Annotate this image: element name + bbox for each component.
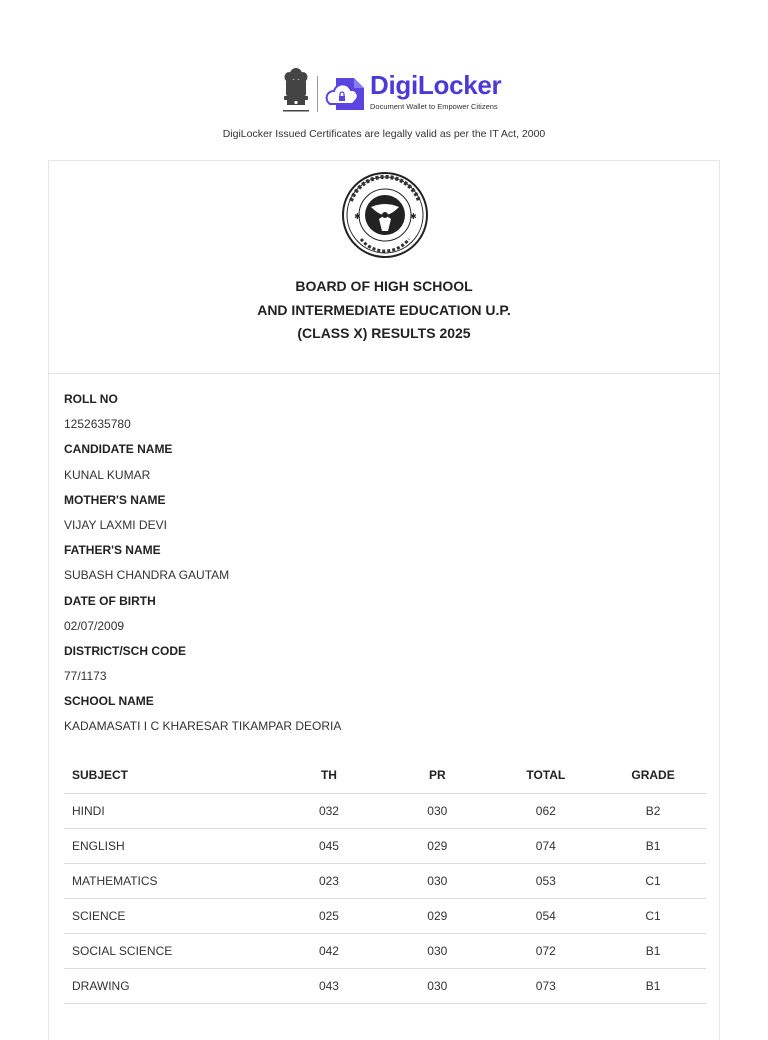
th-cell: 025 — [275, 899, 383, 934]
total-cell: 074 — [491, 829, 600, 864]
dob-value: 02/07/2009 — [64, 618, 125, 633]
father-name-value: SUBASH CHANDRA GAUTAM — [64, 568, 230, 583]
table-row — [64, 934, 706, 969]
brand-name: DigiLocker — [370, 70, 502, 100]
board-title — [49, 275, 719, 346]
dob-label: DATE OF BIRTH — [64, 593, 156, 608]
table-row — [64, 899, 706, 934]
table-row — [64, 829, 706, 864]
board-title-line-1: BOARD OF HIGH SCHOOL — [295, 278, 473, 294]
subject-cell: DRAWING — [64, 969, 275, 1004]
board-seal-icon — [341, 171, 429, 259]
total-cell: 073 — [491, 969, 600, 1004]
school-name-label: SCHOOL NAME — [64, 694, 154, 709]
header-pr: PR — [383, 757, 491, 794]
national-emblem-icon — [280, 66, 312, 116]
pr-cell: 030 — [383, 864, 491, 899]
digilocker-header — [0, 60, 768, 120]
grade-cell: B1 — [600, 969, 706, 1004]
header-subject: SUBJECT — [64, 757, 275, 794]
logo-divider — [317, 76, 318, 112]
student-details — [64, 391, 704, 744]
pr-cell: 030 — [383, 969, 491, 1004]
th-cell: 032 — [275, 794, 383, 829]
pr-cell: 030 — [383, 934, 491, 969]
grade-cell: B2 — [600, 794, 706, 829]
th-cell: 023 — [275, 864, 383, 899]
brand-tagline: Document Wallet to Empower Citizens — [370, 102, 498, 111]
total-cell: 072 — [491, 934, 600, 969]
marks-table — [64, 757, 706, 1004]
total-cell: 062 — [491, 794, 600, 829]
subject-cell: SOCIAL SCIENCE — [64, 934, 275, 969]
father-name-label: FATHER'S NAME — [64, 543, 161, 558]
district-code-label: DISTRICT/SCH CODE — [64, 643, 187, 658]
grade-cell: C1 — [600, 899, 706, 934]
th-cell: 045 — [275, 829, 383, 864]
header-total: TOTAL — [491, 757, 600, 794]
board-title-line-3: (CLASS X) RESULTS 2025 — [297, 325, 471, 341]
th-cell: 043 — [275, 969, 383, 1004]
th-cell: 042 — [275, 934, 383, 969]
mother-name-value: VIJAY LAXMI DEVI — [64, 517, 167, 532]
district-code-value: 77/1173 — [64, 669, 107, 684]
digilocker-logo — [280, 64, 500, 116]
digilocker-cloud-icon — [324, 70, 368, 114]
subject-cell: ENGLISH — [64, 829, 275, 864]
roll-no-label: ROLL NO — [64, 392, 118, 406]
total-cell: 053 — [491, 864, 600, 899]
svg-text:✱: ✱ — [410, 212, 417, 221]
roll-no-value: 1252635780 — [64, 417, 131, 432]
svg-text:✱: ✱ — [354, 212, 361, 221]
certificate-header — [49, 161, 719, 374]
school-name-value: KADAMASATI I C KHARESAR TIKAMPAR DEORIA — [64, 719, 342, 734]
board-title-line-2: AND INTERMEDIATE EDUCATION U.P. — [257, 301, 511, 318]
pr-cell: 029 — [383, 829, 491, 864]
mother-name-label: MOTHER'S NAME — [64, 492, 166, 507]
validity-note: DigiLocker Issued Certificates are legally valid as per the IT Act, 2000 — [222, 128, 546, 140]
grade-cell: B1 — [600, 934, 706, 969]
pr-cell: 030 — [383, 794, 491, 829]
marks-header-row — [64, 757, 706, 794]
candidate-name-label: CANDIDATE NAME — [64, 442, 173, 457]
table-row — [64, 794, 706, 829]
grade-cell: B1 — [600, 829, 706, 864]
subject-cell: MATHEMATICS — [64, 864, 275, 899]
header-th: TH — [275, 757, 383, 794]
subject-cell: SCIENCE — [64, 899, 275, 934]
subject-cell: HINDI — [64, 794, 275, 829]
candidate-name-value: KUNAL KUMAR — [64, 467, 151, 482]
total-cell: 054 — [491, 899, 600, 934]
table-row — [64, 969, 706, 1004]
grade-cell: C1 — [600, 864, 706, 899]
header-grade: GRADE — [600, 757, 706, 794]
pr-cell: 029 — [383, 899, 491, 934]
result-certificate-card — [48, 160, 720, 1040]
table-row — [64, 864, 706, 899]
